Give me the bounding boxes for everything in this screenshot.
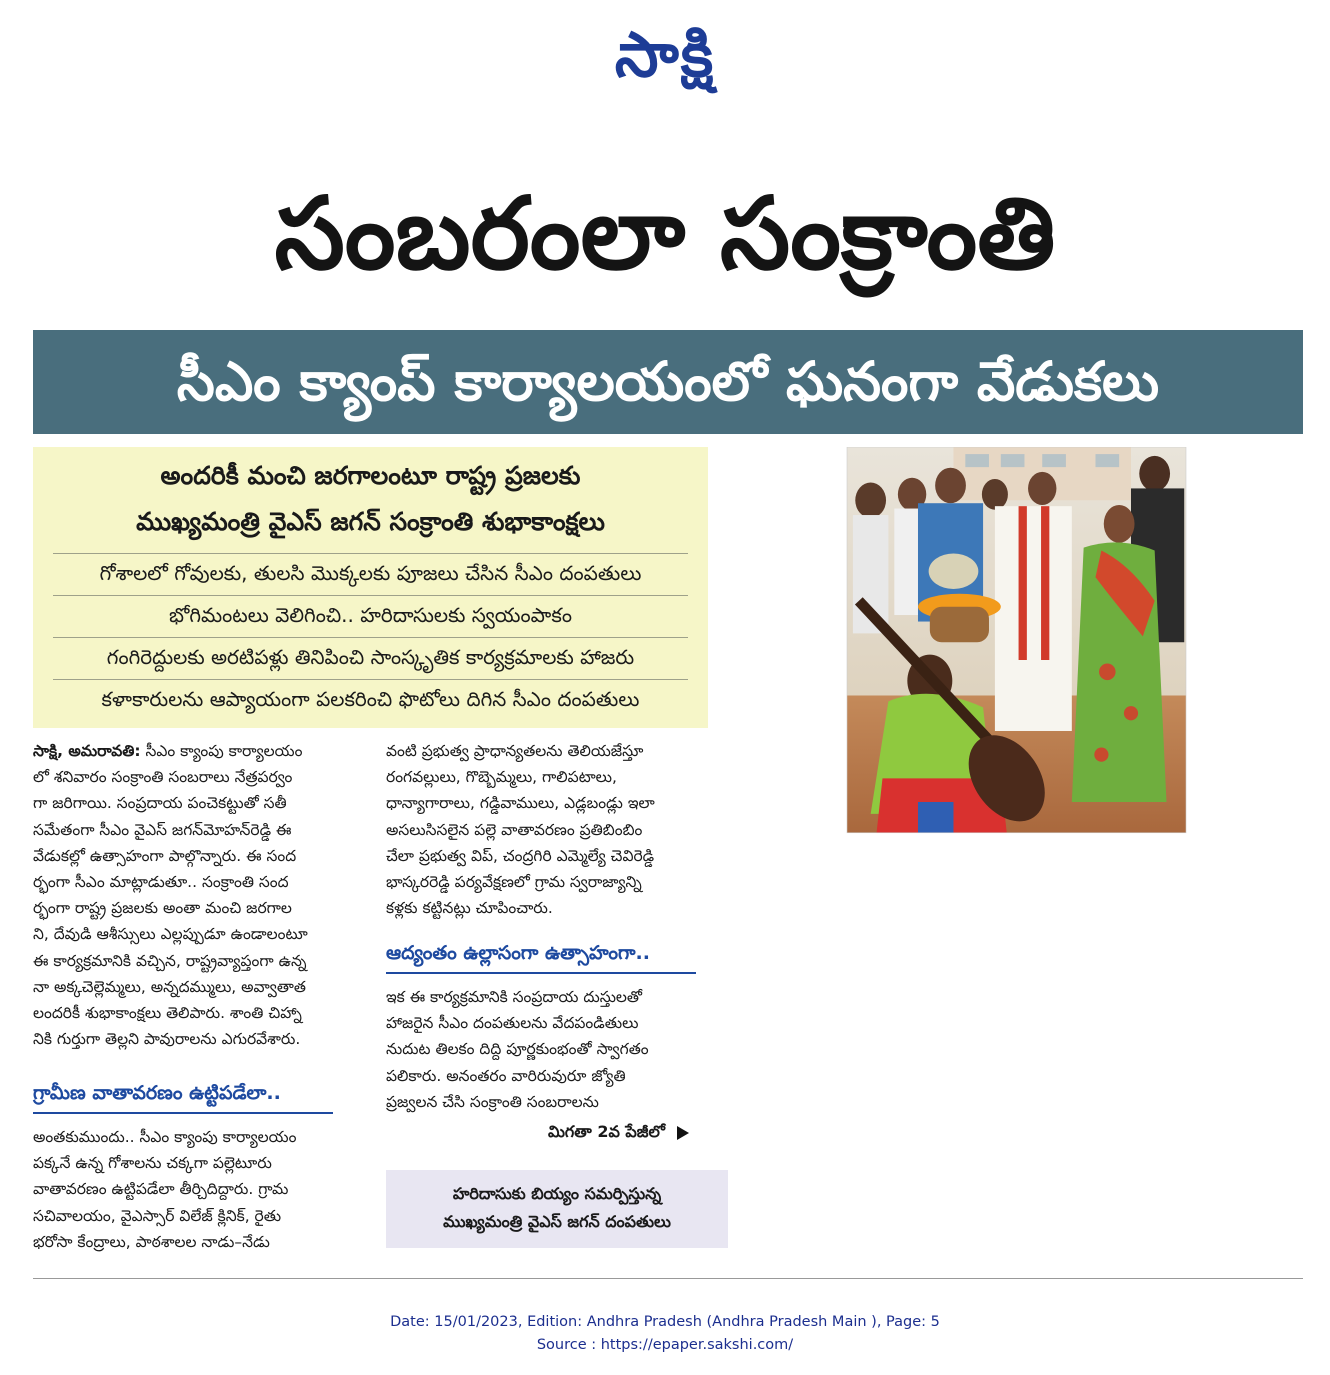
article-line: అసలుసిసలైన పల్లె వాతావరణం ప్రతిబింబిం [386,820,643,839]
article-line: ర్భంగా రాష్ట్ర ప్రజలకు అంతా మంచి జరగాల [33,899,292,918]
article-column-1 [33,738,363,1052]
article-line: వేడుకల్లో ఉత్సాహంగా పాల్గొన్నారు. ఈ సంద [33,846,297,865]
article-column-2 [386,738,716,921]
caption-line-1: హరిదాసుకు బియ్యం సమర్పిస్తున్న [452,1184,662,1203]
article-line: ని, దేవుడి ఆశీస్సులు ఎల్లప్పుడూ ఉండాలంటూ [33,925,308,944]
dateline: సాక్షి, అమరావతి: [33,742,141,760]
article-line: నుదుట తిలకం దిద్ది పూర్ణకుంభంతో స్వాగతం [386,1040,649,1059]
article-line: ర్భంగా సీఎం మాట్లాడుతూ.. సంక్రాంతి సంద [33,873,289,892]
article-column-2-continued [386,984,716,1115]
greeting-bullet: కళాకారులను ఆప్యాయంగా పలకరించి ఫొటోలు దిగిన సీఎం దంపతులు [53,679,688,717]
article-column-1-continued [33,1124,363,1255]
section-rule [386,972,696,974]
continued-text: మిగతా 2వ పేజీలో [548,1122,665,1141]
article-line: సచివాలయం, వైఎస్సార్ విలేజ్ క్లినిక్, రైతు [33,1206,282,1225]
article-line: పక్కనే ఉన్న గోశాలను చక్కగా పల్లెటూరు [33,1154,272,1173]
greeting-bullet: భోగిమంటలు వెలిగించి.. హరిదాసులకు స్వయంపాకం [53,595,688,633]
article-line: పలికారు. అనంతరం వారిరువురూ జ్యోతి [386,1066,626,1085]
article-line: సమేతంగా సీఎం వైఎస్ జగన్‌మోహన్‌రెడ్డి ఈ [33,820,292,839]
masthead-logo: సాక్షి [614,18,716,91]
footer-divider [33,1278,1303,1279]
event-photo [730,447,1303,1099]
article-line: వంటి ప్రభుత్వ ప్రాధాన్యతలను తెలియజేస్తూ [386,742,644,760]
article-line: రంగవల్లులు, గొబ్బెమ్మలు, గాలిపటాలు, [386,768,617,787]
continued-on-page [548,1122,689,1145]
article-line: ధాన్యాగారాలు, గడ్డివాములు, ఎడ్లబండ్లు ఇలా [386,794,655,813]
article-line: గా జరిగాయి. సంప్రదాయ పంచెకట్టుతో సతీ [33,794,287,813]
greeting-box [33,447,708,728]
article-line: హాజరైన సీఎం దంపతులను వేదపండితులు [386,1014,639,1033]
article-line: సీఎం క్యాంపు కార్యాలయం [140,742,303,760]
article-line: భరోసా కేంద్రాలు, పాఠశాలల నాడు–నేడు [33,1232,270,1251]
article-line: కళ్లకు కట్టినట్లు చూపించారు. [386,899,553,918]
photo-caption [386,1170,728,1248]
play-arrow-icon [677,1126,689,1140]
footer-date-edition: Date: 15/01/2023, Edition: Andhra Pradesh (Andhra Pradesh Main ), Page: 5 [390,1314,940,1330]
subheadline-band: సీఎం క్యాంప్ కార్యాలయంలో ఘనంగా వేడుకలు [33,330,1303,434]
article-line: చేలా ప్రభుత్వ విప్, చంద్రగిరి ఎమ్మెల్యే చెవిరెడ్డి [386,846,655,865]
article-line: అంతకుముందు.. సీఎం క్యాంపు కార్యాలయం [33,1128,297,1146]
greeting-bullet: గంగిరెద్దులకు అరటిపళ్లు తినిపించి సాంస్కృతిక కార్యక్రమాలకు హాజరు [53,637,688,675]
greeting-bullet: గోశాలలో గోవులకు, తులసి మొక్కలకు పూజలు చేసిన సీఎం దంపతులు [53,553,688,591]
article-line: ఇక ఈ కార్యక్రమానికి సంప్రదాయ దుస్తులతో [386,988,643,1006]
article-line: నా అక్కచెల్లెమ్మలు, అన్నదమ్ములు, అవ్వాతాత [33,977,306,996]
section-heading-rural: గ్రామీణ వాతావరణం ఉట్టిపడేలా.. [33,1082,281,1104]
article-line: భాస్కరరెడ్డి పర్యవేక్షణలో గ్రామ స్వరాజ్యాన్ని [386,873,642,892]
footer-source: Source : https://epaper.sakshi.com/ [536,1337,794,1353]
article-line: లో శనివారం సంక్రాంతి సంబరాలు నేత్రపర్వం [33,768,293,787]
greeting-title-line-1: అందరికీ మంచి జరగాలంటూ రాష్ట్ర ప్రజలకు [160,461,581,490]
caption-line-2: ముఖ్యమంత్రి వైఎస్ జగన్ దంపతులు [443,1212,671,1231]
article-line: నికి గుర్తుగా తెల్లని పావురాలను ఎగురవేశారు. [33,1030,301,1049]
section-rule [33,1112,333,1114]
headline: సంబరంలా సంక్రాంతి [274,174,1056,292]
greeting-title-line-2: ముఖ్యమంత్రి వైఎస్ జగన్ సంక్రాంతి శుభాకాంక్షలు [136,507,605,536]
article-line: ఈ కార్యక్రమానికి వచ్చిన, రాష్ట్రవ్యాప్తంగా ఉన్న [33,951,307,970]
article-line: వాతావరణం ఉట్టిపడేలా తీర్చిదిద్దారు. గ్రామ [33,1180,289,1199]
section-heading-joy: ఆద్యంతం ఉల్లాసంగా ఉత్సాహంగా.. [386,942,650,964]
article-line: లందరికీ శుభాకాంక్షలు తెలిపారు. శాంతి చిహ్నా [33,1004,302,1023]
article-line: ప్రజ్వలన చేసి సంక్రాంతి సంబరాలను [386,1092,599,1111]
